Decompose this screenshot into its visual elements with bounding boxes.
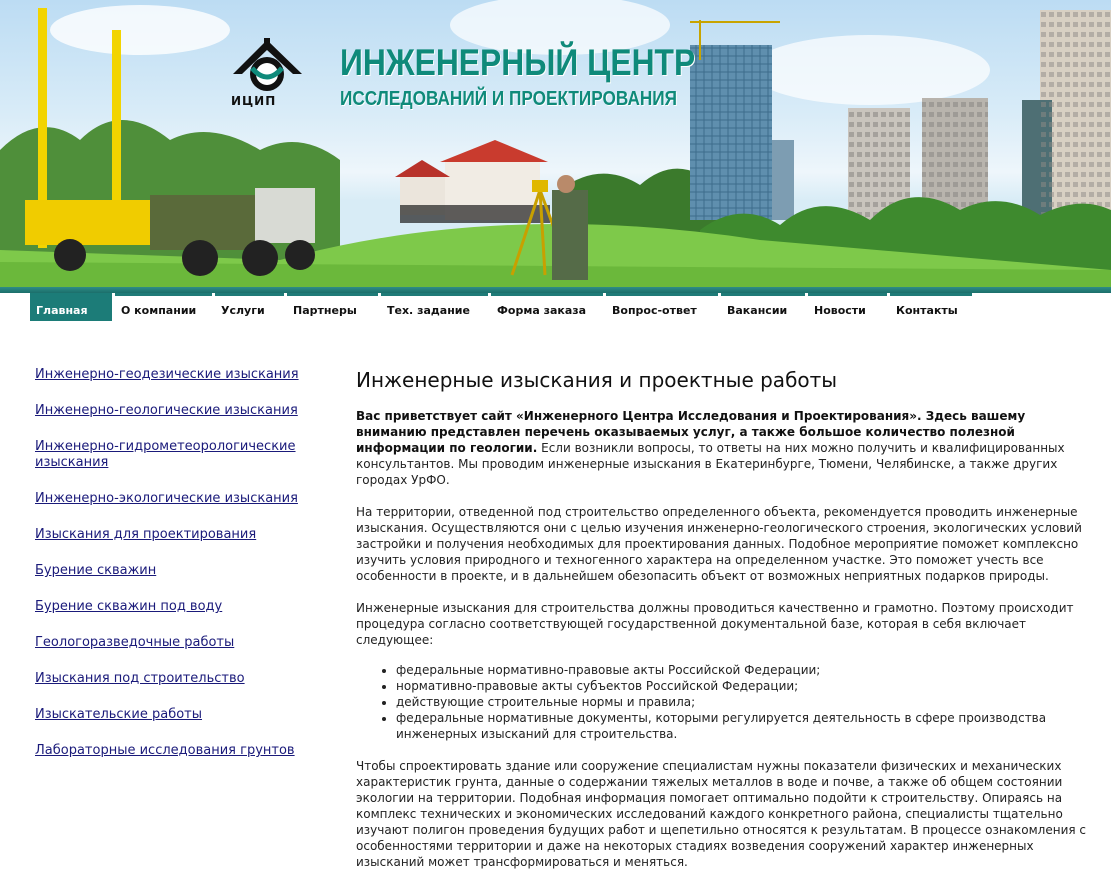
list-item: • федеральные нормативно-правовые акты Российской Федерации;	[396, 662, 1086, 678]
intro-lead-bold: Вас приветствует сайт «Инженерного Центра Исследования и Проектирования». Здесь вашему вниманию представлен перечень оказываемых услуг, а также большое количество полезной информации по геологии.	[356, 409, 1026, 455]
intro-lead-rest: Если возникли вопросы, то ответы на них можно получить и квалифицированных консультантов. Мы проводим инженерные изыскания в Екатеринбурге, Тюмени, Челябинске, а также других городах УрФО.	[356, 441, 1065, 487]
site-title-line2: ИССЛЕДОВАНИЙ И ПРОЕКТИРОВАНИЯ	[340, 88, 678, 110]
nav-item-tech-task[interactable]: Тех. задание	[381, 293, 488, 321]
sidebar-services	[35, 367, 300, 779]
nav-item-order-form[interactable]: Форма заказа	[491, 293, 603, 321]
nav-item-home[interactable]: Главная	[30, 293, 112, 321]
main-content	[356, 368, 1086, 886]
nav-item-news[interactable]: Новости	[808, 293, 887, 321]
logo-text: ИЦИП	[231, 94, 277, 108]
page-title: Инженерные изыскания и проектные работы	[356, 368, 838, 392]
site-title-line1: ИНЖЕНЕРНЫЙ ЦЕНТР	[340, 42, 696, 83]
intro-paragraph	[356, 408, 1086, 488]
regulations-list	[356, 662, 1086, 742]
nav-item-partners[interactable]: Партнеры	[287, 293, 378, 321]
sidebar-link-design-surveys[interactable]: Изыскания для проектирования	[35, 527, 257, 542]
paragraph-3: Инженерные изыскания для строительства должны проводиться качественно и грамотно. Поэтому происходит процедура согласно соответствующей государственной документальной базе, которая в себя включает следующее:	[356, 601, 1074, 647]
sidebar-link-construction-surveys[interactable]: Изыскания под строительство	[35, 671, 245, 686]
list-item: • федеральные нормативные документы, которыми регулируется деятельность в сфере производства инженерных изысканий для строительства.	[396, 710, 1086, 742]
sidebar-link-geological[interactable]: Инженерно-геологические изыскания	[35, 403, 298, 418]
header-banner	[0, 0, 1111, 287]
sidebar-link-soil-lab[interactable]: Лабораторные исследования грунтов	[35, 743, 295, 758]
nav-item-about[interactable]: О компании	[115, 293, 212, 321]
sidebar-link-well-drilling[interactable]: Бурение скважин	[35, 563, 157, 578]
sidebar-link-survey-works[interactable]: Изыскательские работы	[35, 707, 203, 722]
sidebar-link-water-wells[interactable]: Бурение скважин под воду	[35, 599, 223, 614]
nav-item-vacancies[interactable]: Вакансии	[721, 293, 805, 321]
sidebar-link-ecological[interactable]: Инженерно-экологические изыскания	[35, 491, 298, 506]
nav-item-services[interactable]: Услуги	[215, 293, 284, 321]
nav-item-faq[interactable]: Вопрос-ответ	[606, 293, 718, 321]
sidebar-link-geodetic[interactable]: Инженерно-геодезические изыскания	[35, 367, 299, 382]
list-item: • действующие строительные нормы и правила;	[396, 694, 1086, 710]
paragraph-2: На территории, отведенной под строительство определенного объекта, рекомендуется проводить инженерные изыскания. Осуществляются они с целью изучения инженерно-геологического строения, экологических условий застройки и получения необходимых для проектирования данных. Подобное мероприятие поможет комплексно изучить условия природного и техногенного характера на определенном участке. Это поможет учесть все особенности в проекте, и в дальнейшем обезопасить объект от возможных неприятных подарков природы.	[356, 505, 1082, 583]
main-nav	[30, 293, 975, 321]
nav-item-contacts[interactable]: Контакты	[890, 293, 972, 321]
logo-icon	[230, 38, 305, 98]
list-item: • нормативно-правовые акты субъектов Российской Федерации;	[396, 678, 1086, 694]
sidebar-link-hydrometeorological[interactable]: Инженерно-гидрометеорологические изыскания	[35, 439, 296, 470]
paragraph-4: Чтобы спроектировать здание или сооружение специалистам нужны показатели физических и механических характеристик грунта, данные о содержании тяжелых металлов в воде и почве, а также об общем состоянии экологии на территории. Подобная информация помогает оптимально подойти к строительству. Опираясь на комплекс технических и экономических исследований каждого конкретного района, специалисты тщательно изучают полигон проведения будущих работ и щепетильно относятся к результатам. В процессе ознакомления с особенностями территории и даже на некоторых стадиях возведения сооружений характер инженерных изысканий может трансформироваться и меняться.	[356, 759, 1087, 869]
sidebar-link-exploration[interactable]: Геологоразведочные работы	[35, 635, 235, 650]
